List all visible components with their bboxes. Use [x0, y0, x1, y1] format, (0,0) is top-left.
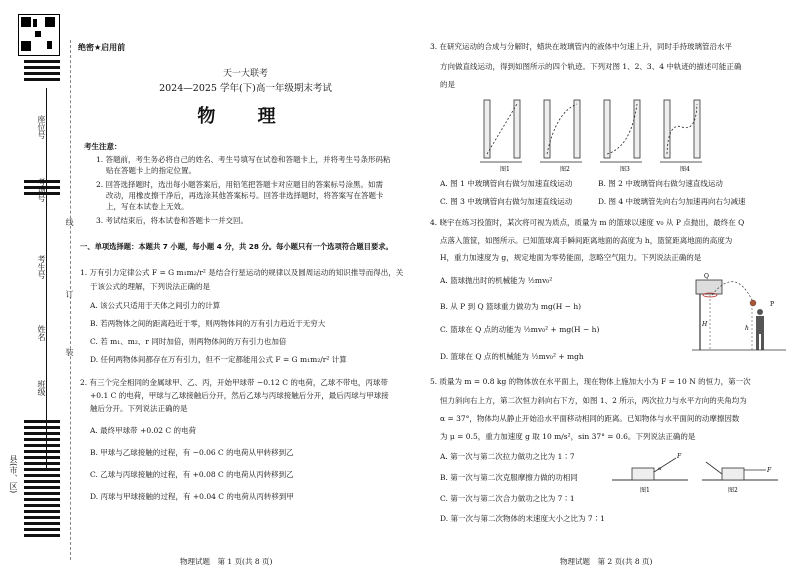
q5-fig1-alpha: α: [658, 466, 662, 472]
q2-stem-3: 触后分开。下列说法正确的是: [90, 404, 188, 413]
q1-option-b: B. 若两物体之间的距离趋近于零，则两物体间的万有引力趋近于无穷大: [90, 319, 326, 328]
q1-stem-2: 于该公式的理解，下列说法正确的是: [90, 282, 210, 291]
q3-fig1-label: 图1: [500, 166, 510, 172]
q5-option-c: C. 第一次与第二次合力做功之比为 7∶1: [440, 494, 575, 503]
notice-line-6: 3. 考试结束后，将本试卷和答题卡一并交回。: [96, 216, 249, 225]
label-name: 姓名: [37, 325, 46, 341]
label-class: 班级: [37, 380, 46, 396]
q1-stem-1: 1. 万有引力定律公式 F = G m₁m₂/r² 是结合行星运动的规律以及圆周运动的知识推导而得出，关: [80, 268, 404, 277]
notice-line-5: 上，写在本试卷上无效。: [106, 202, 189, 211]
q4-option-a: A. 篮球抛出时的机械能为 ½mv₀²: [440, 276, 553, 285]
bind-order-char: 订: [65, 290, 74, 298]
q4-stem-3: H，重力加速度为 g，规定地面为零势能面，忽略空气阻力。下列说法正确的是: [440, 253, 702, 262]
q5-option-d: D. 第一次与第二次物体的末速度大小之比为 7∶1: [440, 514, 605, 523]
q4-label-p: P: [770, 301, 775, 308]
secret-label: 绝密★启用前: [78, 43, 126, 52]
q3-stem-1: 3. 在研究运动的合成与分解时，蜡块在玻璃管内的液体中匀速上升，同时手持玻璃管沿水平: [430, 42, 733, 51]
q4-option-c: C. 篮球在 Q 点的动能为 ½mv₀² + mg(H − h): [440, 325, 600, 334]
label-seat-no: 座位号: [37, 115, 46, 139]
q5-stem-2: 恒力斜向右上方，第二次恒力斜向右下方，如图 1、2 所示，两次拉力与水平方向的夹角均为: [440, 396, 747, 405]
binding-dash-line: [70, 40, 71, 560]
q5-fig1-f: F: [677, 453, 682, 460]
q3-stem-2: 方向做直线运动，得到如图所示的四个轨迹。下列对图 1、2、3、4 中轨迹的描述可能正确: [440, 62, 742, 71]
q3-fig3-label: 图3: [620, 166, 630, 172]
q5-fig1-label: 图1: [640, 487, 650, 494]
q5-stem-1: 5. 质量为 m = 0.8 kg 的物体放在水平面上，现在物体上施加大小为 F = 10 N 的恒力，第一次: [430, 377, 751, 386]
exam-title: 2024—2025 学年(下)高一年级期末考试: [159, 83, 332, 94]
q1-option-a: A. 该公式只适用于天体之间引力的计算: [90, 301, 221, 310]
q5-fig2-f: F: [767, 467, 772, 474]
q3-fig2-label: 图2: [560, 166, 570, 172]
q4-basketball-figure: [690, 268, 790, 356]
q2-option-d: D. 丙球与甲球接触的过程，有 +0.04 C 的电荷从丙转移到甲: [90, 492, 294, 501]
q4-label-h-upper: H: [702, 321, 708, 328]
q5-block-figures: [610, 448, 780, 498]
q2-option-c: C. 乙球与丙球接触的过程，有 +0.08 C 的电荷从丙转移到乙: [90, 470, 294, 479]
barcode-bars-low: [24, 420, 60, 540]
q3-option-a: A. 图 1 中玻璃管向右做匀加速直线运动: [440, 179, 573, 188]
q5-stem-3: α = 37°，物体均从静止开始沿水平面移动相同的距离。已知物体与水平面间的动摩擦因数: [440, 414, 740, 423]
notice-line-2: 贴在答题卡上的指定位置。: [106, 166, 196, 175]
q5-stem-4: 为 μ = 0.5，重力加速度 g 取 10 m/s²，sin 37° = 0.6。下列说法正确的是: [440, 432, 696, 441]
section-heading: 一、单项选择题：本题共 7 小题，每小题 4 分，共 28 分。每小题只有一个选项符合题目要求。: [80, 242, 393, 251]
q1-option-c: C. 若 m₁、m₂、r 同时加倍，则两物体间的万有引力也加倍: [90, 337, 287, 346]
q4-stem-1: 4. 晓宇在练习投篮时，某次将可视为质点，质量为 m 的篮球以速度 v₀ 从 P 点抛出，最终在 Q: [430, 218, 745, 227]
q2-option-b: B. 甲球与乙球接触的过程，有 −0.06 C 的电荷从甲转移到乙: [90, 448, 294, 457]
q2-option-a: A. 最终甲球带 +0.02 C 的电荷: [90, 426, 197, 435]
label-room-no: 考场号: [37, 178, 46, 202]
q3-tube-figures: [476, 92, 726, 172]
q5-option-a: A. 第一次与第二次拉力做功之比为 1∶7: [440, 452, 575, 461]
bind-line-char: 线: [65, 218, 74, 226]
q1-option-d: D. 任何两物体间都存在万有引力，但不一定都能用公式 F = G m₁m₂/r² 计算: [90, 355, 347, 364]
label-student-no: 考生号: [37, 255, 46, 279]
q3-stem-3: 的是: [440, 80, 455, 89]
exam-name: 天一大联考: [222, 69, 268, 79]
binding-strip: [0, 0, 70, 579]
notice-line-1: 1. 答题前，考生务必将自己的姓名、考生号填写在试卷和答题卡上，并将考生号条形码粘: [96, 155, 391, 164]
q4-stem-2: 点落入篮筐，如图所示。已知篮球离手瞬间距离地面的高度为 h，篮筐距离地面的高度为: [440, 236, 733, 245]
q3-option-d: D. 图 4 中玻璃管先向右匀加速再向右匀减速: [598, 197, 746, 206]
footer-page-1: 物理试题 第 1 页(共 8 页): [180, 557, 273, 566]
notice-heading: 考生注意：: [84, 142, 122, 151]
q3-option-b: B. 图 2 中玻璃管向右做匀速直线运动: [598, 179, 723, 188]
footer-page-2: 物理试题 第 2 页(共 8 页): [560, 557, 653, 566]
q2-stem-2: +0.1 C 的电荷，甲球与乙球接触后分开，然后乙球与丙球接触后分开，最后丙球与甲球接: [90, 391, 389, 400]
qr-code-icon: [18, 14, 60, 56]
q5-fig2-label: 图2: [728, 487, 738, 494]
q5-option-b: B. 第一次与第二次克服摩擦力做的功相同: [440, 473, 578, 482]
notice-line-3: 2. 回答选择题时，选出每小题答案后，用铅笔把答题卡对应题目的答案标号涂黑。如需: [96, 180, 384, 189]
q4-option-d: D. 篮球在 Q 点的机械能为 ½mv₀² + mgh: [440, 352, 584, 361]
bind-bind-char: 装: [65, 348, 74, 356]
q4-label-h-lower: h: [745, 325, 749, 332]
q3-fig4-label: 图4: [680, 166, 690, 172]
subject-title: 物 理: [197, 106, 294, 127]
q4-option-b: B. 从 P 到 Q 篮球重力做功为 mg(H − h): [440, 302, 582, 311]
q2-stem-1: 2. 有三个完全相同的金属球甲、乙、丙，开始甲球带 −0.12 C 的电荷，乙球不带电，丙球带: [80, 378, 388, 387]
label-county: 县(市、区): [9, 455, 18, 494]
notice-line-4: 改动，用橡皮擦干净后，再选涂其他答案标号。回答非选择题时，将答案写在答题卡: [106, 191, 384, 200]
q3-option-c: C. 图 3 中玻璃管向右做匀加速直线运动: [440, 197, 573, 206]
q4-label-q: Q: [704, 273, 709, 280]
barcode-bars-top: [24, 60, 60, 84]
